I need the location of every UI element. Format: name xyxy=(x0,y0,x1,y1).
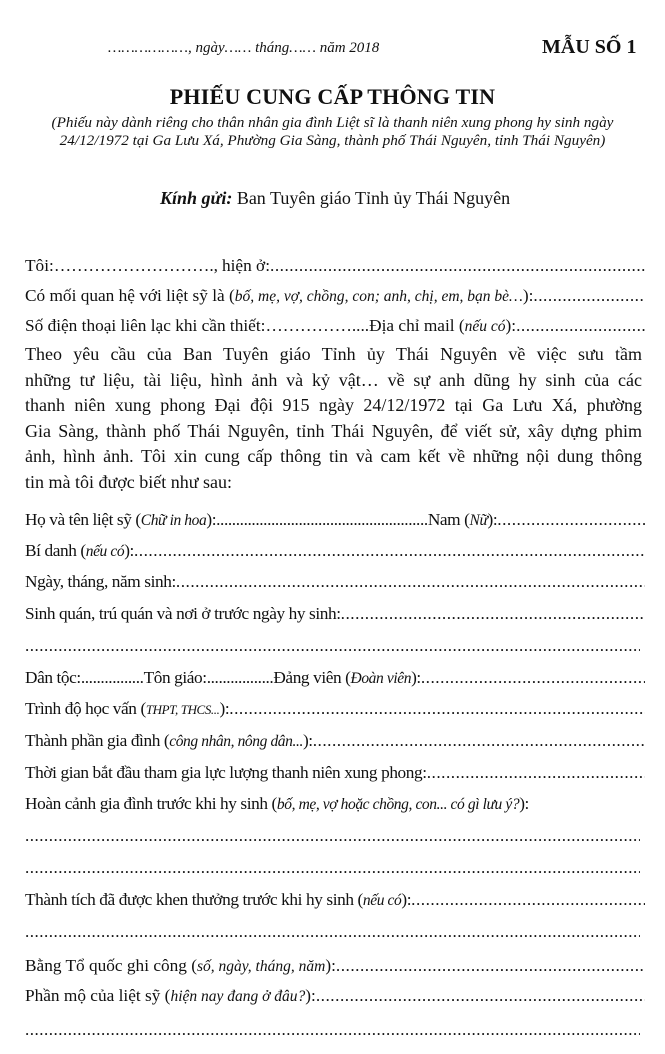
greeting-recipient: Ban Tuyên giáo Tỉnh ủy Thái Nguyên xyxy=(236,188,511,208)
certificate-label: Bằng Tổ quốc ghi công ( xyxy=(25,956,197,975)
date-line: ………………, ngày…… tháng…… năm 2018 xyxy=(108,40,380,56)
achievements-hint: nếu có xyxy=(362,892,402,909)
family-situation-line-2[interactable] xyxy=(25,858,640,878)
birthplace-continuation[interactable] xyxy=(25,636,640,656)
achievements-label: Thành tích đã được khen thưởng trước khi hy sinh ( xyxy=(25,890,363,909)
intro-paragraph xyxy=(25,342,642,495)
education-row xyxy=(25,699,645,719)
intro-line: Theo yêu cầu của Ban Tuyên giáo Tỉnh ủy Thái Nguyên về việc sưu tầm xyxy=(25,344,642,364)
full-name-row xyxy=(25,510,645,530)
alias-label: Bí danh ( xyxy=(25,541,86,560)
name-label: Tôi: xyxy=(25,256,54,275)
party-hint: Đoàn viên xyxy=(350,670,412,687)
achievements-continuation[interactable] xyxy=(25,922,640,942)
party-close: ): xyxy=(411,668,421,687)
relation-hint: bố, mẹ, vợ, chồng, con; anh, chị, em, bạn bè… xyxy=(234,288,523,305)
join-time-row xyxy=(25,763,645,783)
birthplace-label: Sinh quán, trú quán và nơi ở trước ngày hy sinh: xyxy=(25,604,341,623)
form-number: MẪU SỐ 1 xyxy=(542,36,637,58)
education-hint: THPT, THCS... xyxy=(145,702,220,717)
achievements-close: ): xyxy=(401,890,412,909)
religion-field[interactable]: ................. xyxy=(206,668,274,687)
certificate-hint: số, ngày, tháng, năm xyxy=(197,958,326,975)
subtitle-line-1: (Phiếu này dành riêng cho thân nhân gia đình Liệt sĩ là thanh niên xung phong hy sinh ngày xyxy=(51,114,614,131)
greeting-label: Kính gửi: xyxy=(160,188,233,208)
gender-close: ): xyxy=(487,510,498,529)
phone-field[interactable]: …………….... xyxy=(265,316,370,335)
gender-label: Nam ( xyxy=(427,510,470,529)
full-name-label: Họ và tên liệt sỹ ( xyxy=(25,510,141,529)
page-title: PHIẾU CUNG CẤP THÔNG TIN xyxy=(169,84,496,109)
contact-row xyxy=(25,316,645,336)
education-field[interactable] xyxy=(229,699,645,719)
gender-field[interactable] xyxy=(497,510,645,530)
join-time-field[interactable] xyxy=(427,763,645,783)
family-class-field[interactable] xyxy=(313,731,645,751)
full-name-hint: Chữ in hoa xyxy=(140,512,207,529)
family-class-hint: công nhân, nông dân... xyxy=(169,733,303,750)
achievements-field[interactable] xyxy=(411,890,645,910)
email-hint: nếu có xyxy=(464,318,506,335)
party-label: Đảng viên ( xyxy=(273,668,351,687)
phone-label: Số điện thoại liên lạc khi cần thiết: xyxy=(25,316,266,335)
relation-close: ): xyxy=(522,286,534,305)
relation-field[interactable] xyxy=(533,286,645,306)
email-close: ): xyxy=(505,316,517,335)
alias-hint: nếu có xyxy=(85,543,125,560)
birthplace-row xyxy=(25,604,645,624)
address-label: hiện ở: xyxy=(221,256,270,275)
subtitle-line-2: 24/12/1972 tại Ga Lưu Xá, Phường Gia Sàng, thành phố Thái Nguyên, tỉnh Thái Nguyên) xyxy=(59,132,606,149)
ethnicity-label: Dân tộc: xyxy=(25,668,81,687)
education-close: ): xyxy=(219,699,230,718)
grave-close: ): xyxy=(305,986,316,1005)
education-label: Trình độ học vấn ( xyxy=(25,699,146,718)
family-situation-line-1[interactable] xyxy=(25,826,640,846)
email-field[interactable] xyxy=(516,316,645,336)
address-field[interactable] xyxy=(270,256,645,276)
alias-close: ): xyxy=(124,541,134,560)
family-class-close: ): xyxy=(302,731,313,750)
intro-line: tin mà tôi được biết như sau: xyxy=(25,471,232,492)
family-situation-close: ): xyxy=(519,794,529,813)
full-name-field[interactable]: ...................................................... xyxy=(216,510,428,529)
declarant-name-row xyxy=(25,256,645,276)
alias-field[interactable] xyxy=(134,541,645,561)
greeting xyxy=(160,188,510,209)
name-field[interactable]: ………………………., xyxy=(53,256,218,275)
grave-row xyxy=(25,986,645,1006)
gender-hint: Nữ xyxy=(469,512,488,529)
intro-line: ảnh, hình ảnh. Tôi xin cung cấp thông tin và cam kết về những nội dung thông xyxy=(25,446,642,466)
party-field[interactable] xyxy=(421,668,645,688)
relation-row xyxy=(25,286,645,306)
birth-date-field[interactable] xyxy=(176,572,645,592)
grave-hint: hiện nay đang ở đâu? xyxy=(170,988,306,1005)
certificate-field[interactable] xyxy=(336,956,645,976)
family-class-label: Thành phần gia đình ( xyxy=(25,731,170,750)
intro-line: thanh niên xung phong Đại đội 915 ngày 24/12/1972 tại Ga Lưu Xá, phường xyxy=(25,395,642,415)
birth-date-row xyxy=(25,572,645,592)
ethnicity-row xyxy=(25,668,645,688)
achievements-row xyxy=(25,890,645,910)
certificate-row xyxy=(25,956,645,976)
grave-continuation[interactable] xyxy=(25,1020,640,1040)
birth-date-label: Ngày, tháng, năm sinh: xyxy=(25,572,176,591)
religion-label: Tôn giáo: xyxy=(143,668,207,687)
intro-line: những tư liệu, tài liệu, hình ảnh và kỷ vật… về sự anh dũng hy sinh của các xyxy=(25,369,642,390)
relation-label: Có mối quan hệ với liệt sỹ là ( xyxy=(25,286,235,305)
intro-line: Gia Sàng, thành phố Thái Nguyên, tỉnh Thái Nguyên, để viết sử, xây dựng phim xyxy=(25,420,642,441)
birthplace-field[interactable] xyxy=(341,604,645,624)
grave-label: Phần mộ của liệt sỹ ( xyxy=(25,986,171,1005)
grave-field[interactable] xyxy=(316,986,645,1006)
family-class-row xyxy=(25,731,645,751)
family-situation-label: Hoàn cảnh gia đình trước khi hy sinh ( xyxy=(25,794,277,813)
ethnicity-field[interactable]: ................ xyxy=(80,668,144,687)
join-time-label: Thời gian bắt đầu tham gia lực lượng thanh niên xung phong: xyxy=(25,763,427,782)
certificate-close: ): xyxy=(325,956,336,975)
alias-row xyxy=(25,541,645,561)
email-label: Địa chỉ mail ( xyxy=(369,316,465,335)
family-situation-row xyxy=(25,794,645,814)
family-situation-hint: bố, mẹ, vợ hoặc chồng, con... có gì lưu ý? xyxy=(276,796,520,813)
full-name-close: ): xyxy=(206,510,217,529)
